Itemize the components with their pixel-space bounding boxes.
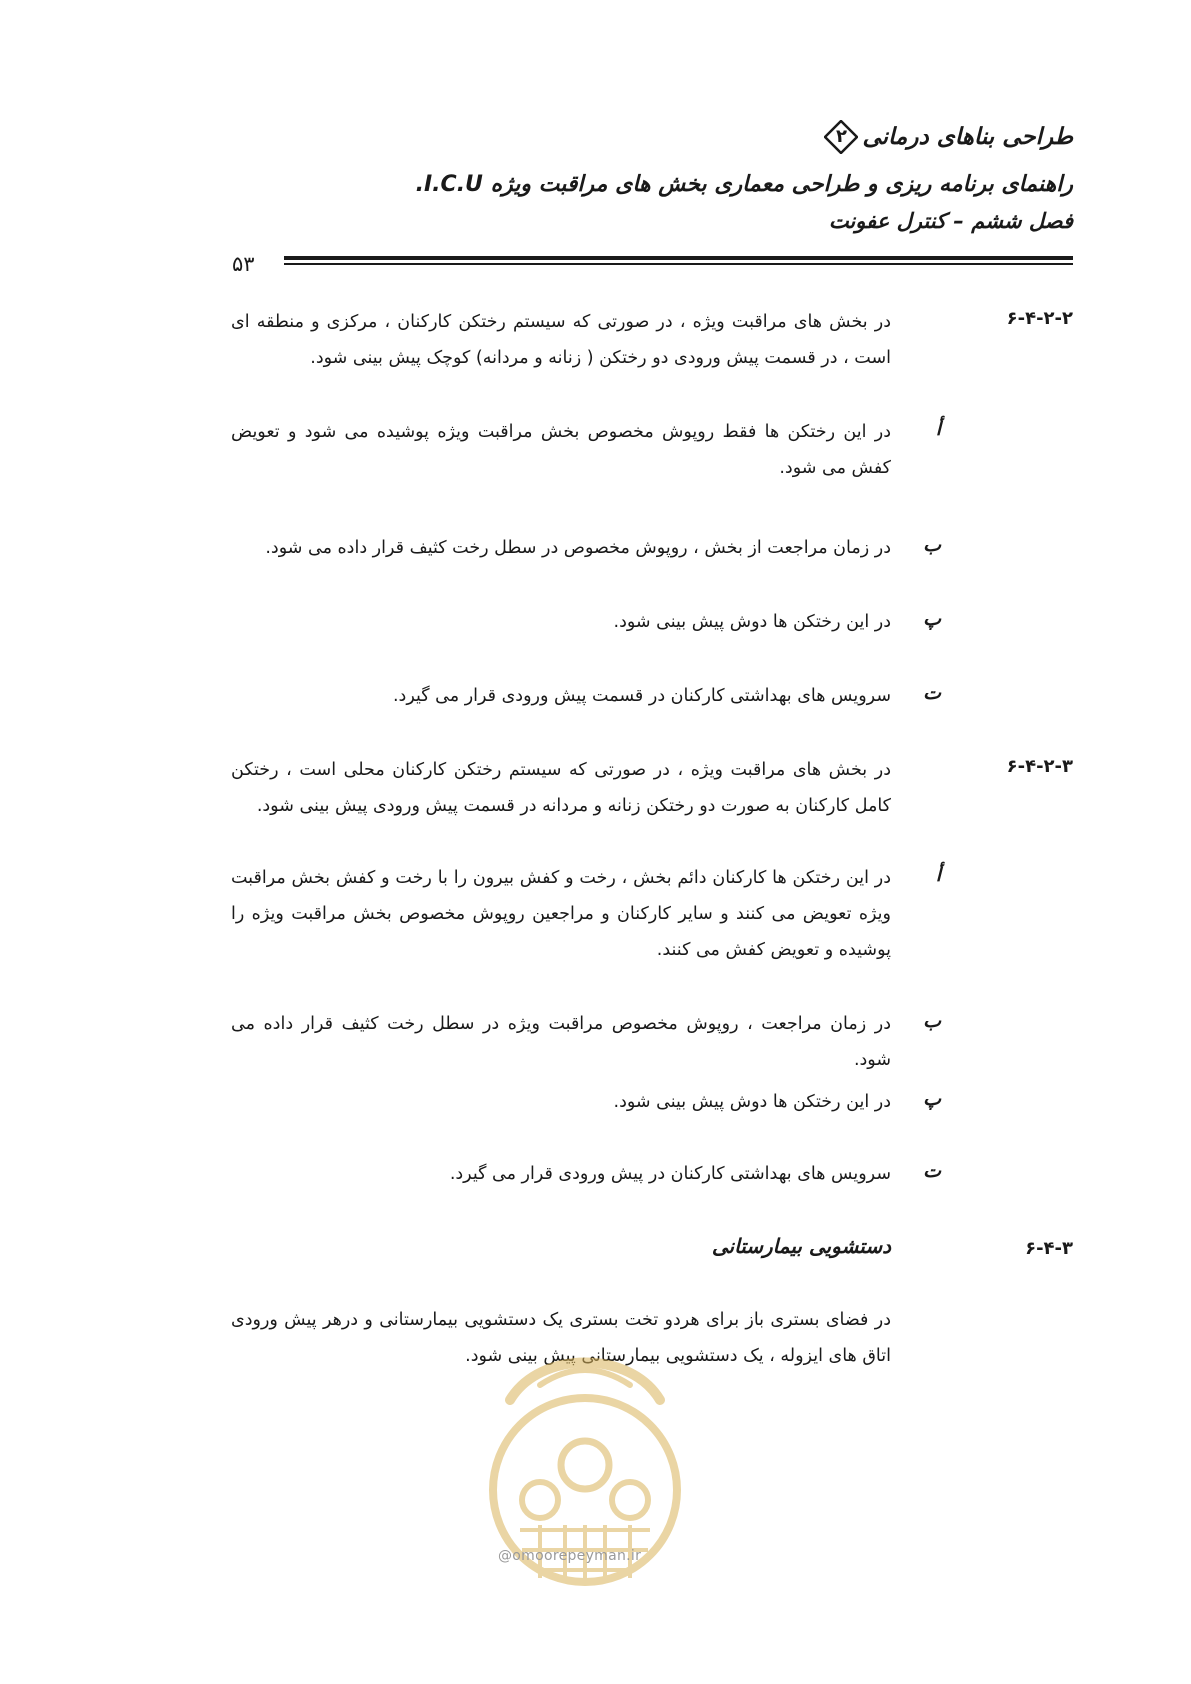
header-rule-thin	[284, 263, 1073, 265]
item-letter: پ	[923, 608, 941, 630]
item-text: در زمان مراجعت ، روپوش مخصوص مراقبت ویژه در سطل رخت کثیف قرار داده می شود.	[231, 1014, 891, 1070]
item-letter: أ	[935, 864, 941, 886]
item-text: در زمان مراجعت از بخش ، روپوش مخصوص در سطل رخت کثیف قرار داده می شود.	[265, 538, 891, 558]
guide-title: راهنمای برنامه ریزی و طراحی معماری بخش های مراقبت ویژه I.C.U.	[415, 172, 1073, 197]
seal-logo-icon	[480, 1340, 690, 1610]
section-text: در بخش های مراقبت ویژه ، در صورتی که سیستم رختکن کارکنان محلی است ، رختکن کامل کارکنان به صورت دو رختکن زنانه و مردانه در قسمت پیش ورودی پیش بینی شود.	[231, 760, 891, 816]
item-text: سرویس های بهداشتی کارکنان در قسمت پیش ورودی قرار می گیرد.	[392, 686, 891, 706]
page-number: ۵۳	[232, 252, 255, 276]
volume-badge-icon	[824, 120, 858, 154]
section-text: در فضای بستری باز برای هردو تخت بستری یک دستشویی بیمارستانی و درهر پیش ورودی اتاق های ایزوله ، یک دستشویی بیمارستانی پیش بینی شود.	[231, 1310, 891, 1366]
book-title-text: طراحی بناهای درمانی	[862, 124, 1073, 150]
item-letter: ب	[923, 1010, 941, 1032]
item-letter: أ	[935, 418, 941, 440]
watermark-url: @omoorepeyman.ir	[498, 1548, 642, 1564]
item-letter: ت	[923, 682, 941, 704]
item-text: در این رختکن ها فقط روپوش مخصوص بخش مراقبت ویژه پوشیده می شود و تعویض کفش می شود.	[231, 422, 891, 478]
header-rule-thick	[284, 256, 1073, 260]
section-text: در بخش های مراقبت ویژه ، در صورتی که سیستم رختکن کارکنان ، مرکزی و منطقه ای است ، در قسمت پیش ورودی دو رختکن ( زنانه و مردانه) کوچک پیش بینی شود.	[231, 312, 891, 368]
item-letter: پ	[923, 1088, 941, 1110]
item-text: در این رختکن ها دوش پیش بینی شود.	[613, 1092, 891, 1112]
section-number: ۶-۴-۳	[1025, 1238, 1073, 1259]
item-text: در این رختکن ها کارکنان دائم بخش ، رخت و کفش بیرون را با رخت و کفش بخش مراقبت ویژه تعویض می کنند و سایر کارکنان و مراجعین روپوش مخصوص بخش مراقبت ویژه را پوشیده و تعویض کفش می کنند.	[231, 868, 891, 960]
item-letter: ت	[923, 1160, 941, 1182]
section-number: ۶-۴-۲-۳	[1006, 756, 1073, 777]
section-number: ۶-۴-۲-۲	[1006, 308, 1073, 329]
volume-number: ۲	[835, 126, 847, 147]
item-text: سرویس های بهداشتی کارکنان در پیش ورودی قرار می گیرد.	[449, 1164, 891, 1184]
section-heading: دستشویی بیمارستانی	[711, 1234, 891, 1258]
chapter-title: فصل ششم – کنترل عفونت	[828, 209, 1073, 233]
item-letter: ب	[923, 534, 941, 556]
item-text: در این رختکن ها دوش پیش بینی شود.	[613, 612, 891, 632]
book-title	[824, 120, 1073, 154]
